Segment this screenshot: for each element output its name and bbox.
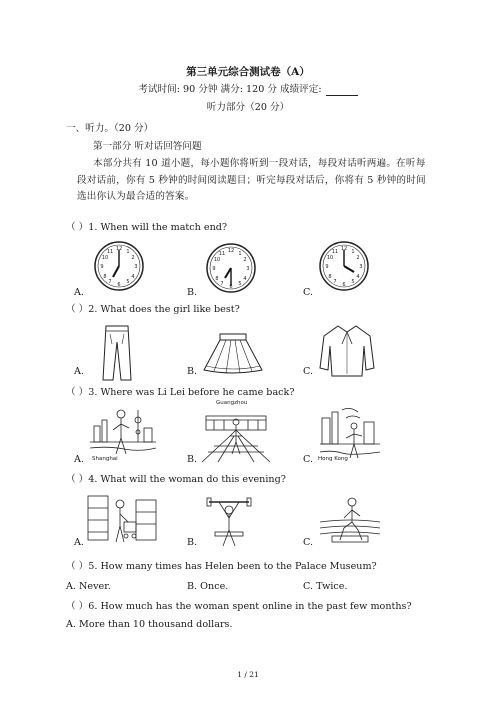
svg-text:1: 1 [126,249,130,255]
shanghai-scene-image [88,402,158,462]
q1-option-c: C. [303,287,314,298]
svg-text:2: 2 [356,255,360,261]
svg-text:10: 10 [101,255,109,261]
svg-text:8: 8 [328,274,332,280]
svg-text:2: 2 [131,255,135,261]
q5-option-c: C. Twice. [303,581,348,592]
question-4: （ ）4. What will the woman do this evening? [66,474,286,485]
q5-option-b: B. Once. [187,581,229,592]
q2-option-a: A. [74,366,84,377]
svg-text:9: 9 [325,264,329,270]
exercise-scene-image [205,492,253,548]
svg-text:11: 11 [331,249,339,255]
svg-text:5: 5 [351,279,355,285]
instructions: 本部分共有 10 道小题，每小题你将听到一段对话，每段对话听两遍。在听每段对话前，你有 5 秒钟的时间阅读题目；听完每段对话后，你将有 5 秒钟的时间选出你认为最合适的答案。 [77,158,426,202]
q3-option-b: B. [187,454,198,465]
svg-text:11: 11 [106,249,114,255]
clock-icon-c [318,240,370,292]
guangzhou-scene-image [200,400,272,464]
svg-text:12: 12 [340,246,348,252]
svg-text:10: 10 [213,257,221,263]
score-blank [326,85,358,96]
q2-option-b: B. [187,366,198,377]
question-1: （ ）1. When will the match end? [66,222,228,233]
svg-text:7: 7 [108,279,112,285]
q6-option-a: A. More than 10 thousand dollars. [66,619,233,630]
q1-option-b: B. [187,287,198,298]
relaxing-scene-image [318,492,382,546]
question-5: （ ）5. How many times has Helen been to the Palace Museum? [66,561,377,572]
skirt-icon [200,332,266,376]
svg-text:3: 3 [246,266,250,272]
caption-hongkong: Hong Kong [318,456,348,462]
svg-text:12: 12 [115,246,123,252]
q2-option-c: C. [303,366,314,377]
svg-text:3: 3 [134,264,138,270]
svg-text:4: 4 [356,274,360,280]
hongkong-scene-image [318,404,382,462]
blouse-icon [318,322,376,378]
svg-text:5: 5 [126,279,130,285]
q1-option-a: A. [74,287,84,298]
svg-text:5: 5 [238,281,242,287]
q5-option-a: A. Never. [66,581,111,592]
q4-option-b: B. [187,537,198,548]
section-heading: 一、听力。（20 分） [66,123,154,134]
svg-text:7: 7 [220,281,224,287]
svg-text:9: 9 [100,264,104,270]
trousers-icon [100,324,134,382]
caption-shanghai: Shanghai [92,456,118,462]
svg-text:12: 12 [227,248,235,254]
q3-option-c: C. [303,454,314,465]
q4-option-a: A. [74,537,84,548]
svg-text:8: 8 [103,274,107,280]
q4-option-c: C. [303,537,314,548]
svg-text:6: 6 [342,282,346,288]
shopping-scene-image [86,492,158,548]
svg-text:11: 11 [218,251,226,257]
exam-info: 考试时间: 90 分钟 满分: 120 分 成绩评定: [0,84,496,96]
svg-text:4: 4 [243,276,247,282]
question-2: （ ）2. What does the girl like best? [66,304,240,315]
question-3: （ ）3. Where was Li Lei before he came back? [66,387,295,398]
svg-text:6: 6 [229,284,233,290]
page-title: 第三单元综合测试卷（A） [186,66,310,78]
svg-text:8: 8 [215,276,219,282]
svg-text:3: 3 [359,264,363,270]
svg-text:1: 1 [238,251,242,257]
q3-option-a: A. [74,454,84,465]
clock-icon-a [93,240,145,292]
sub-heading: 第一部分 听对话回答问题 [93,141,202,152]
caption-guangzhou: Guangzhou [216,400,248,406]
question-6: （ ）6. How much has the woman spent online in the past few months? [66,601,412,612]
svg-text:2: 2 [243,257,247,263]
clock-icon-b [205,242,257,294]
svg-text:4: 4 [131,274,135,280]
svg-text:10: 10 [326,255,334,261]
svg-text:6: 6 [117,282,121,288]
page-number: 1 / 21 [237,670,259,679]
svg-text:7: 7 [333,279,337,285]
listening-section-title: 听力部分（20 分） [206,102,290,113]
svg-text:9: 9 [212,266,216,272]
svg-text:1: 1 [351,249,355,255]
